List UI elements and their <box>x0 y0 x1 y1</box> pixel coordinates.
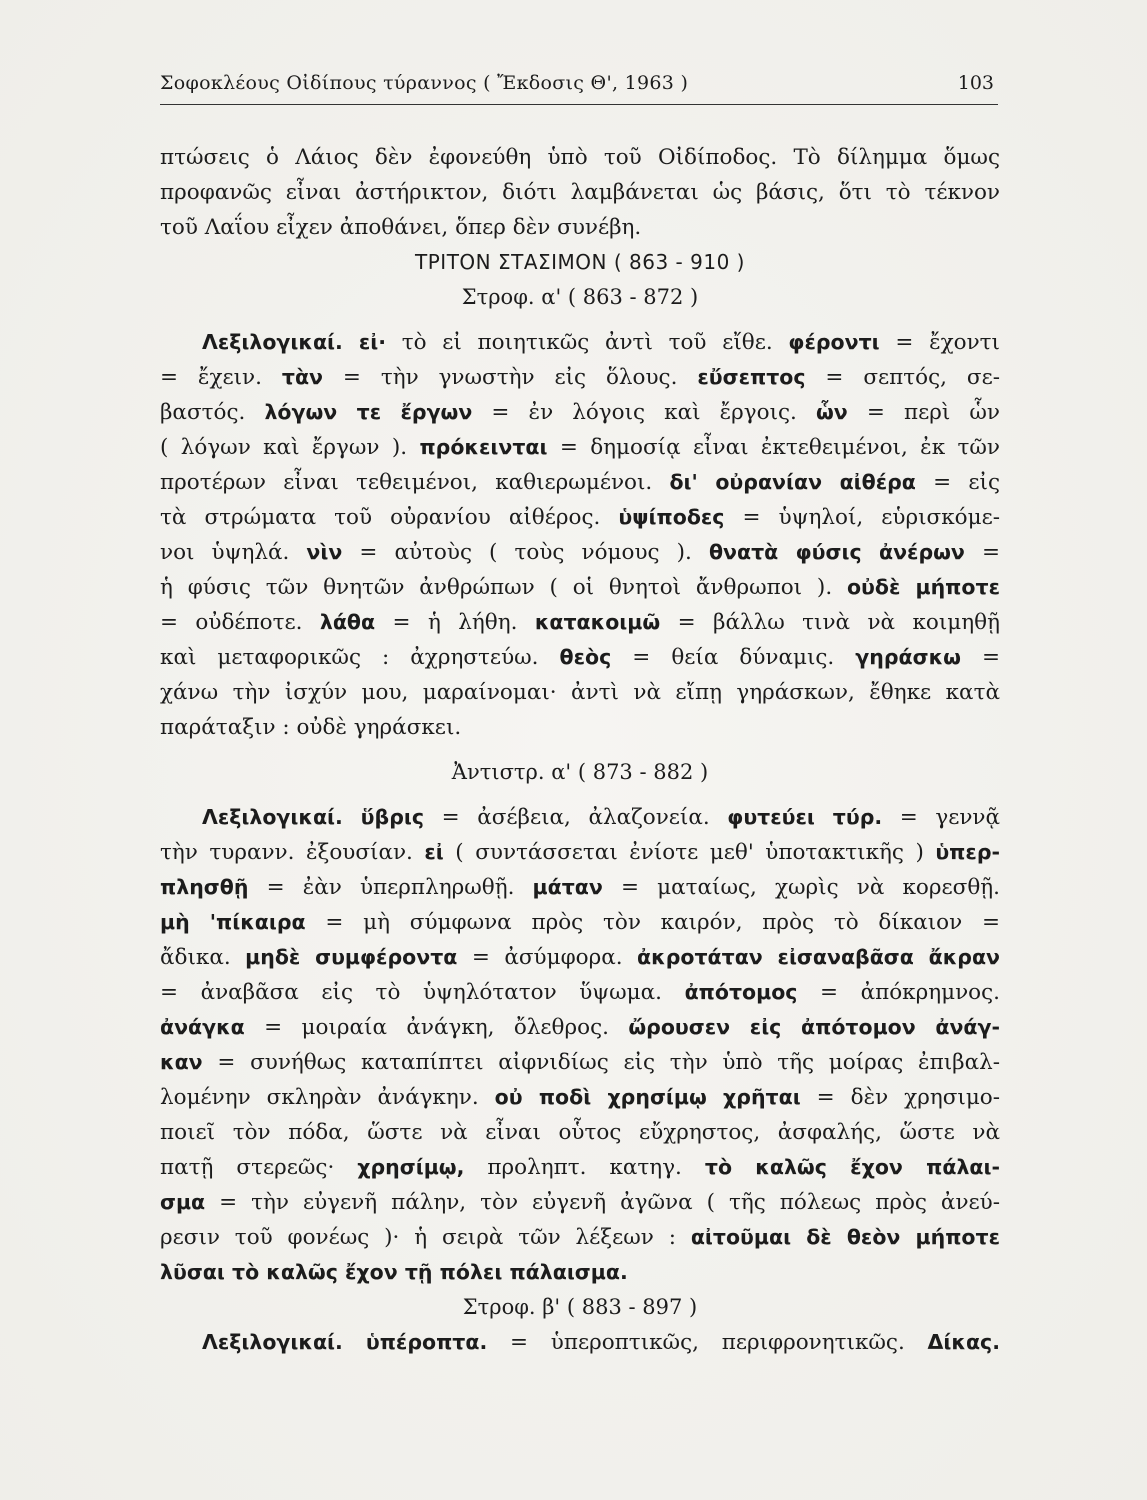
text-line: παράταξιν : οὐδὲ γηράσκει. <box>160 715 462 740</box>
text-line: ( λόγων καὶ ἔργων ). πρόκεινται = δημοσίᾳ εἶναι ἐκτεθειμένοι, ἐκ τῶν <box>160 435 1000 460</box>
text-line: χάνω τὴν ἰσχύν μου, μαραίνομαι· ἀντὶ νὰ εἴπῃ γηράσκων, ἔθηκε κατὰ <box>160 680 1000 705</box>
text-line: προτέρων εἶναι τεθειμένοι, καθιερωμένοι. δι' οὐρανίαν αἰθέρα = εἰς <box>160 470 1000 495</box>
text-line: σμα = τὴν εὐγενῆ πάλην, τὸν εὐγενῆ ἀγῶνα ( τῆς πόλεως πρὸς ἀνεύ- <box>160 1190 1000 1215</box>
text-line: τὴν τυρανν. ἐξουσίαν. εἰ ( συντάσσεται ἐνίοτε μεθ' ὑποτακτικῆς ) ὑπερ- <box>160 840 1000 865</box>
text-line: ἄδικα. μηδὲ συμφέροντα = ἀσύμφορα. ἀκροτάταν εἰσαναβᾶσα ἄκραν <box>160 945 1000 970</box>
strophe-heading: Στροφ. β' ( 883 - 897 ) <box>462 1295 698 1319</box>
strophe-heading: Στροφ. α' ( 863 - 872 ) <box>461 285 699 309</box>
text-line: ρεσιν τοῦ φονέως )· ἡ σειρὰ τῶν λέξεων : αἰτοῦμαι δὲ θεὸν μήποτε <box>160 1225 1000 1250</box>
text-line: ἡ φύσις τῶν θνητῶν ἀνθρώπων ( οἱ θνητοὶ ἄνθρωποι ). οὐδὲ μήποτε <box>160 575 1000 600</box>
text-line: πτώσεις ὁ Λάιος δὲν ἐφονεύθη ὑπὸ τοῦ Οἰδίποδος. Τὸ δίλημμα ὅμως <box>160 145 1000 170</box>
text-line: = οὐδέποτε. λάθα = ἡ λήθη. κατακοιμῶ = βάλλω τινὰ νὰ κοιμηθῇ <box>160 610 1000 635</box>
text-line: καν = συνήθως καταπίπτει αἰφνιδίως εἰς τὴν ὑπὸ τῆς μοίρας ἐπιβαλ- <box>160 1050 1000 1075</box>
text-line: τοῦ Λαΐου εἶχεν ἀποθάνει, ὅπερ δὲν συνέβη. <box>160 215 642 240</box>
text-line: προφανῶς εἶναι ἀστήρικτον, διότι λαμβάνεται ὡς βάσις, ὅτι τὸ τέκνον <box>160 180 1000 205</box>
text-line: Λεξιλογικαί. ὕβρις = ἀσέβεια, ἀλαζονεία. φυτεύει τύρ. = γεννᾷ <box>202 805 1001 830</box>
text-line: ἀνάγκα = μοιραία ἀνάγκη, ὄλεθρος. ὤρουσεν εἰς ἀπότομον ἀνάγ- <box>160 1015 1000 1040</box>
text-line: = ἀναβᾶσα εἰς τὸ ὑψηλότατον ὕψωμα. ἀπότομος = ἀπόκρημνος. <box>160 980 1000 1005</box>
text-line: ποιεῖ τὸν πόδα, ὥστε νὰ εἶναι οὗτος εὔχρηστος, ἀσφαλής, ὥστε νὰ <box>160 1120 1000 1145</box>
strophe-heading: Ἀντιστρ. α' ( 873 - 882 ) <box>451 760 709 784</box>
text-line: Λεξιλογικαί. ὑπέροπτα. = ὑπεροπτικῶς, περιφρονητικῶς. Δίκας. <box>202 1330 1000 1355</box>
text-line: πατῇ στερεῶς· χρησίμῳ, προληπτ. κατηγ. τὸ καλῶς ἔχον πάλαι- <box>160 1155 1000 1180</box>
text-line: λῦσαι τὸ καλῶς ἔχον τῇ πόλει πάλαισμα. <box>160 1260 628 1284</box>
text-line: Λεξιλογικαί. εἰ· τὸ εἰ ποιητικῶς ἀντὶ τοῦ εἴθε. φέροντι = ἔχοντι <box>202 330 1000 355</box>
text-line: καὶ μεταφορικῶς : ἀχρηστεύω. θεὸς = θεία δύναμις. γηράσκω = <box>160 645 1000 670</box>
text-line: νοι ὑψηλά. νὶν = αὐτοὺς ( τοὺς νόμους ). θνατὰ φύσις ἀνέρων = <box>160 540 1000 565</box>
text-line: λομένην σκληρὰν ἀνάγκην. οὐ ποδὶ χρησίμῳ χρῆται = δὲν χρησιμο- <box>160 1085 1001 1110</box>
text-line: βαστός. λόγων τε ἔργων = ἐν λόγοις καὶ ἔργοις. ὧν = περὶ ὧν <box>160 400 1000 425</box>
header-title: Σοφοκλέους Οἰδίπους τύραννος ( Ἔκδοσις Θ', 1963 ) <box>160 72 689 94</box>
page-body <box>160 140 1000 1360</box>
section-heading: ΤΡΙΤΟΝ ΣΤΑΣΙΜΟΝ ( 863 - 910 ) <box>415 250 745 274</box>
text-line: πλησθῇ = ἐὰν ὑπερπληρωθῇ. μάταν = ματαίως, χωρὶς νὰ κορεσθῇ. <box>160 875 1000 900</box>
text-line: μὴ 'πίκαιρα = μὴ σύμφωνα πρὸς τὸν καιρόν, πρὸς τὸ δίκαιον = <box>160 910 1000 935</box>
page-number: 103 <box>957 72 994 94</box>
running-header <box>160 68 998 105</box>
text-line: τὰ στρώματα τοῦ οὐρανίου αἰθέρος. ὑψίποδες = ὑψηλοί, εὑρισκόμε- <box>160 505 1000 530</box>
text-line: = ἔχειν. τὰν = τὴν γνωστὴν εἰς ὅλους. εὔσεπτος = σεπτός, σε- <box>160 365 1000 390</box>
